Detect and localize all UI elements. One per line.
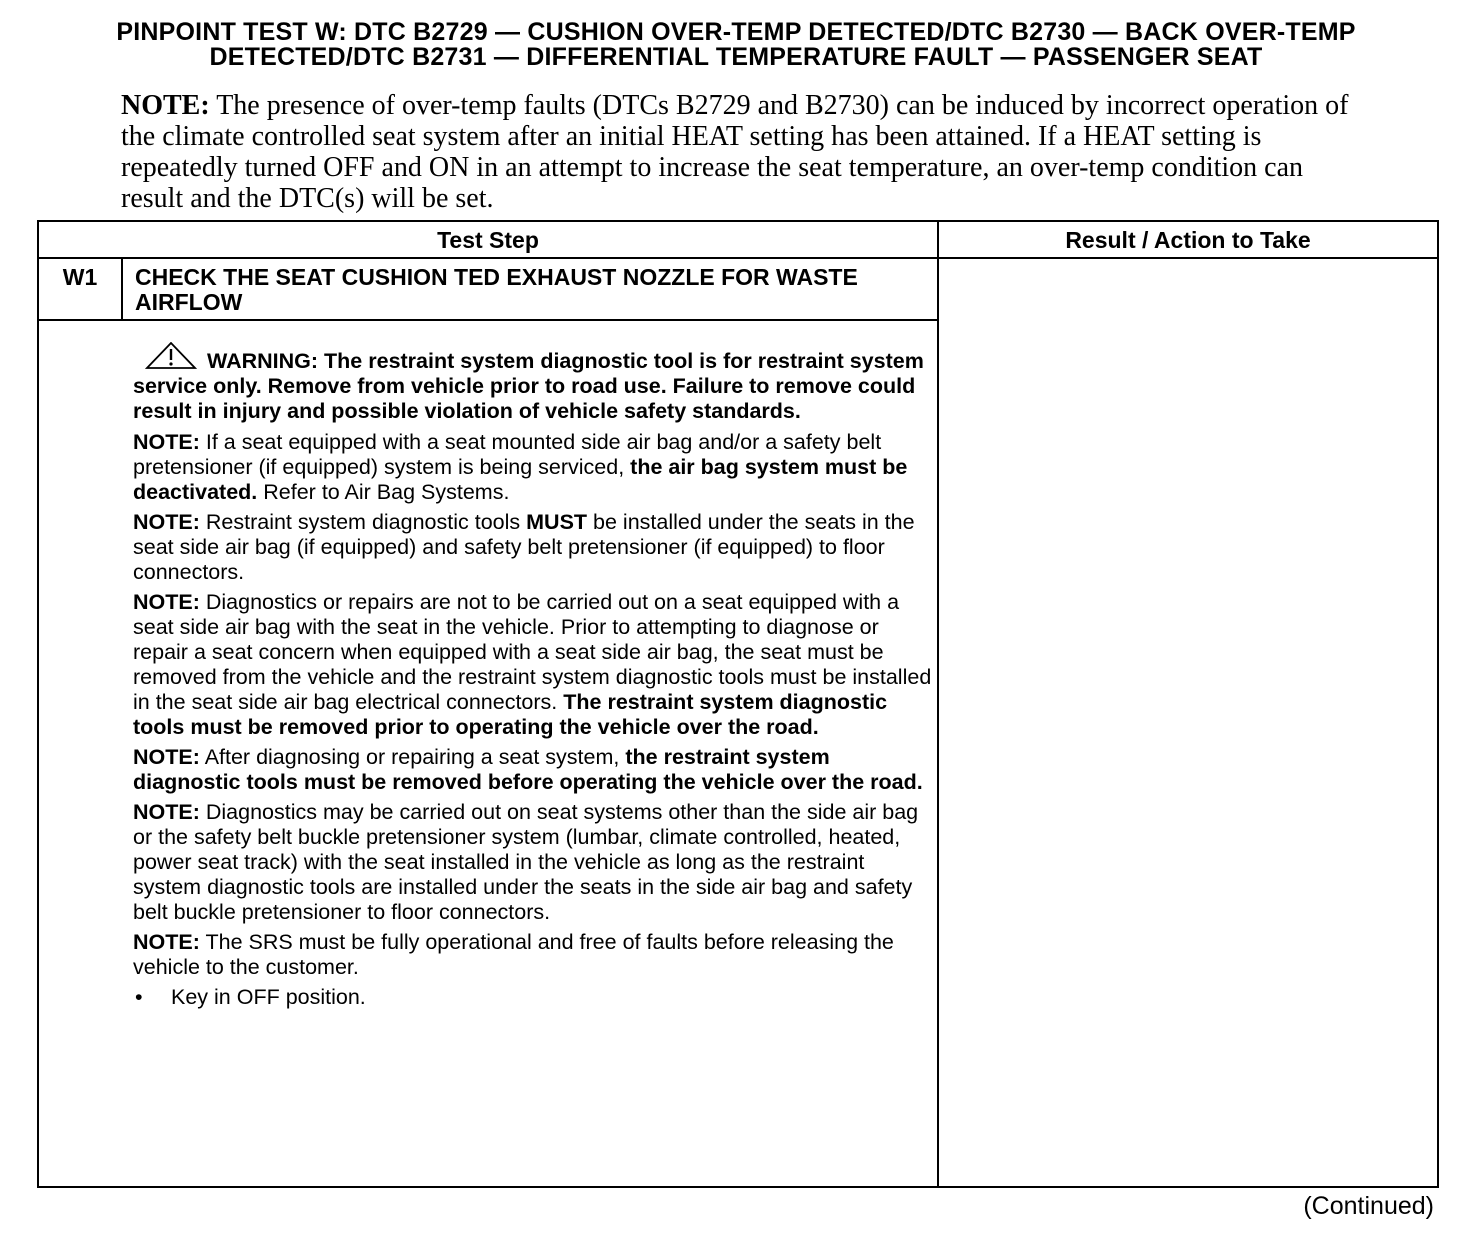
- intro-note: [121, 90, 1361, 214]
- note-label: NOTE:: [133, 930, 200, 954]
- note-bold-text: The restraint system diagnostic tools must be removed prior to operating the vehicle over the road.: [133, 690, 888, 739]
- note-bold-text: MUST: [526, 510, 588, 534]
- note-text: Restraint system diagnostic tools: [205, 510, 521, 534]
- step-body: [133, 342, 933, 1010]
- note-text: If a seat equipped with a seat mounted side air bag and/or a safety belt pretensioner (if equipped) system is being serviced,: [133, 430, 882, 479]
- warning-block: [133, 342, 933, 424]
- note-text: Diagnostics may be carried out on seat systems other than the side air bag or the safety belt buckle pretensioner system (lumbar, climate controlled, heated, power seat track) with the seat installed in the vehicle as long as the restraint system diagnostic tools are installed under the seats in the side air bag and safety belt buckle pretensioner to floor connectors.: [133, 800, 919, 924]
- title-line-1: PINPOINT TEST W: DTC B2729 — CUSHION OVER-TEMP DETECTED/DTC B2730 — BACK OVER-TEMP: [116, 18, 1356, 46]
- note-text: Diagnostics or repairs are not to be carried out on a seat equipped with a seat side air bag with the seat in the vehicle. Prior to attempting to diagnose or repair a seat concern when equipped with a seat side air bag, the seat must be removed from the vehicle and the restraint system diagnostic tools must be installed in the seat side air bag electrical connectors.: [133, 590, 932, 714]
- note-6: [133, 930, 933, 980]
- note-label: NOTE:: [133, 510, 200, 534]
- warning-text: WARNING: The restraint system diagnostic tool is for restraint system service only. Remove from vehicle prior to road use. Failure to remove could result in injury and possible violation of vehicle safety standards.: [133, 349, 924, 423]
- note-label: NOTE:: [133, 590, 200, 614]
- note-5: [133, 800, 933, 925]
- step-title-divider: [39, 319, 937, 321]
- header-result: Result / Action to Take: [1065, 227, 1311, 253]
- list-item: [133, 985, 933, 1010]
- step-title: CHECK THE SEAT CUSHION TED EXHAUST NOZZLE FOR WASTE AIRFLOW: [135, 264, 858, 315]
- note-bold-text: the air bag system must be deactivated.: [133, 455, 908, 504]
- column-divider: [937, 222, 939, 1186]
- warning-triangle-icon: [145, 342, 197, 370]
- bullet-icon: •: [135, 985, 143, 1009]
- bullet-text: Key in OFF position.: [171, 985, 366, 1009]
- note-bold-text: the restraint system diagnostic tools must be removed before operating the vehicle over the road.: [133, 745, 923, 794]
- continued-label: (Continued): [1303, 1192, 1434, 1220]
- note-label: NOTE:: [133, 430, 200, 454]
- note-tail-text: Refer to Air Bag Systems.: [263, 480, 510, 504]
- note-1: [133, 430, 933, 505]
- note-text: The SRS must be fully operational and free of faults before releasing the vehicle to the customer.: [133, 930, 894, 979]
- note-2: [133, 510, 933, 585]
- step-id-divider: [121, 258, 123, 320]
- note-label: NOTE:: [133, 800, 200, 824]
- note-text: be installed under the seats in the seat side air bag (if equipped) and safety belt pretensioner (if equipped) to floor connectors.: [133, 510, 915, 584]
- intro-note-text: The presence of over-temp faults (DTCs B2729 and B2730) can be induced by incorrect operation of the climate controlled seat system after an initial HEAT setting has been attained. If a HEAT setting is repeatedly turned OFF and ON in an attempt to increase the seat temperature, an over-temp condition can result and the DTC(s) will be set.: [121, 90, 1349, 214]
- intro-note-label: NOTE:: [121, 90, 210, 121]
- header-test-step: Test Step: [437, 227, 539, 253]
- note-text: After diagnosing or repairing a seat system,: [204, 745, 620, 769]
- page-title: [20, 20, 1452, 70]
- title-line-2: DETECTED/DTC B2731 — DIFFERENTIAL TEMPERATURE FAULT — PASSENGER SEAT: [209, 43, 1263, 71]
- note-3: [133, 590, 933, 740]
- note-label: NOTE:: [133, 745, 200, 769]
- step-id: W1: [62, 264, 98, 290]
- test-step-table: [37, 220, 1439, 1188]
- note-4: [133, 745, 933, 795]
